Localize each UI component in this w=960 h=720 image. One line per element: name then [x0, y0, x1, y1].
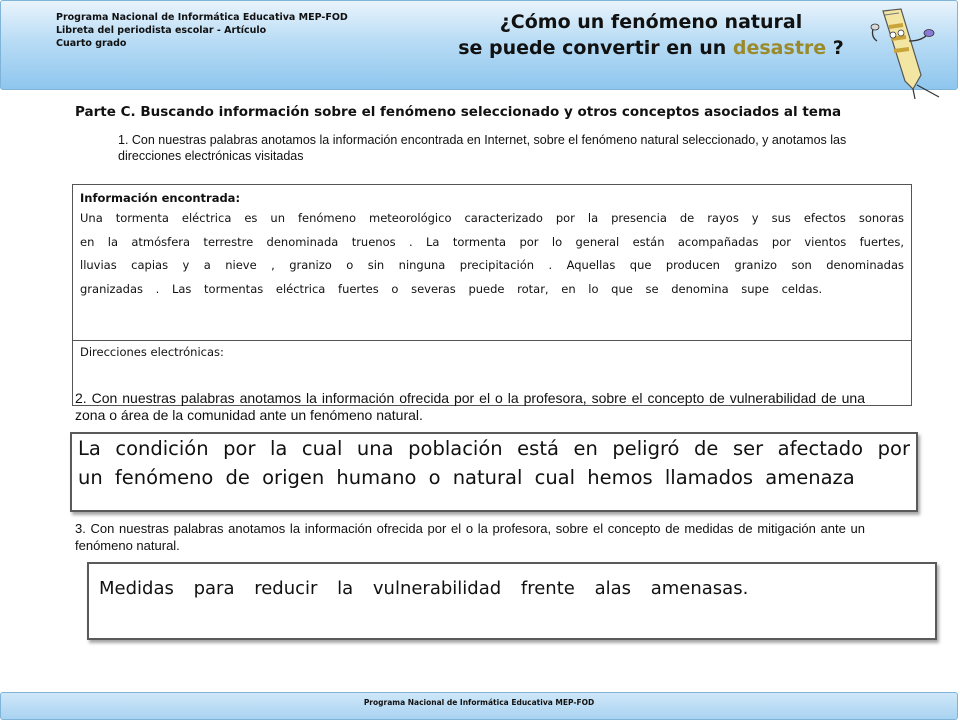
info-found-section: [73, 185, 911, 341]
title-line-2-end: ?: [826, 37, 844, 59]
info-box: [72, 184, 912, 406]
addresses-label: Direcciones electrónicas:: [80, 345, 224, 359]
step-1-instruction: 1. Con nuestras palabras anotamos la información encontrada en Internet, sobre el fenómeno natural seleccionado, y anotamos las direcciones electrónicas visitadas: [118, 133, 847, 163]
title-line-1: ¿Cómo un fenómeno natural: [499, 11, 803, 33]
step-2-instruction: 2. Con nuestras palabras anotamos la información ofrecida por el o la profesora, sobre el concepto de vulnerabilidad de una zona o área de la comunidad ante un fenómeno natural.: [75, 390, 865, 423]
header-banner: [0, 0, 958, 90]
footer-banner: [0, 692, 958, 720]
program-name: Programa Nacional de Informática Educativa MEP-FOD: [56, 12, 348, 23]
footer-text: Programa Nacional de Informática Educativa MEP-FOD: [363, 698, 595, 707]
notebook-name: Libreta del periodista escolar - Artículo: [56, 25, 267, 36]
page-title: [421, 9, 881, 61]
pencil-mascot-icon: [869, 1, 959, 101]
step-3-instruction: 3. Con nuestras palabras anotamos la información ofrecida por el o la profesora, sobre el concepto de medidas de mitigación ante un fenómeno natural.: [75, 521, 865, 553]
mitigation-answer-box[interactable]: Medidas para reducir la vulnerabilidad frente alas amenasas.: [87, 562, 937, 640]
vulnerability-answer-box[interactable]: La condición por la cual una población está en peligró de ser afectado por un fenómeno de origen humano o natural cual hemos llamados amenaza: [70, 432, 918, 512]
info-found-label: Información encontrada:: [80, 191, 241, 205]
grade-level: Cuarto grado: [56, 38, 127, 49]
title-accent-word: desastre: [732, 37, 827, 59]
info-found-text[interactable]: Una tormenta eléctrica es un fenómeno meteorológico caracterizado por la presencia de rayos y sus efectos sonoras en la atmósfera terrestre denominada truenos . La tormenta por lo general están acompañadas por vientos fuertes, lluvias capias y a nieve , granizo o sin ninguna precipitación . Aquellas que producen granizo son denominadas granizadas . Las tormentas eléctrica fuertes o severas puede rotar, en lo que se denomina supe celdas.: [80, 211, 904, 296]
header-info: [56, 11, 348, 50]
title-line-2: [421, 35, 881, 61]
title-line-2-start: se puede convertir en un: [458, 37, 733, 59]
section-heading: Parte C. Buscando información sobre el fenómeno seleccionado y otros conceptos asociados al tema: [75, 104, 842, 120]
